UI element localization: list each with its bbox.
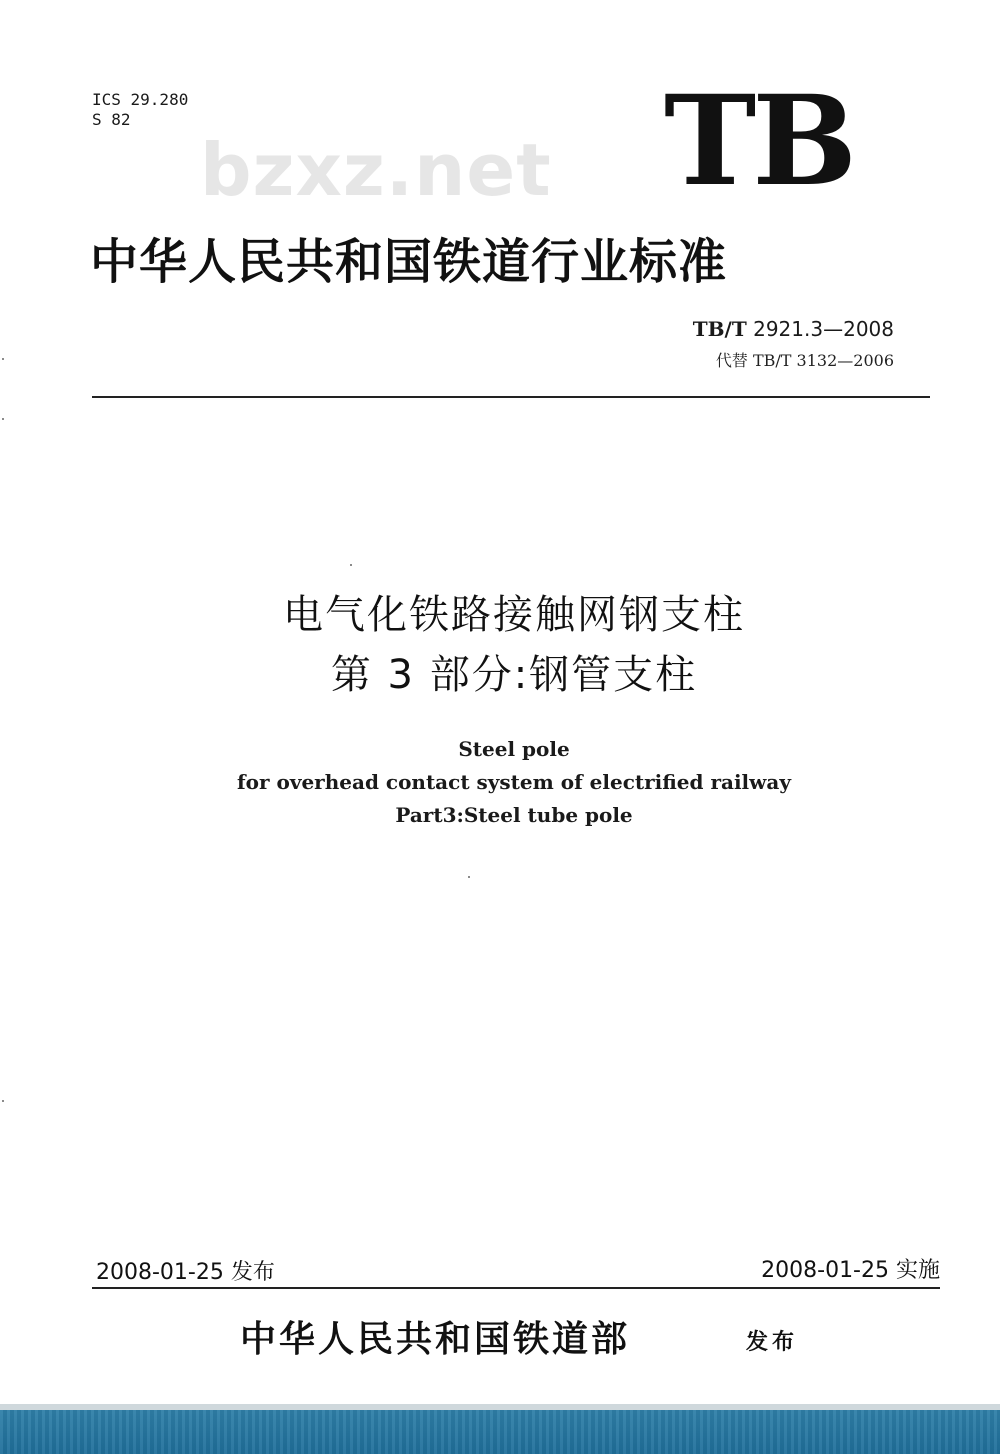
- standard-category-title: 中华人民共和国铁道行业标准: [90, 234, 728, 290]
- replaces-standard: 代替 TB/T 3132—2006: [715, 351, 894, 370]
- classification-codes: [92, 90, 188, 130]
- english-title-line-2: for overhead contact system of electrified railway: [237, 770, 791, 794]
- chinese-title-line-1: 电气化铁路接触网钢支柱: [283, 592, 745, 638]
- top-divider: [92, 396, 930, 398]
- standard-number: [693, 316, 894, 342]
- ccs-code: S 82: [92, 110, 131, 129]
- publisher-name: 中华人民共和国铁道部: [240, 1319, 631, 1360]
- standard-code: 2921.3—2008: [746, 317, 894, 341]
- scan-speck: [350, 564, 352, 566]
- ics-code: ICS 29.280: [92, 90, 189, 109]
- bottom-bar-texture: [0, 1410, 1000, 1454]
- english-title-line-3: Part3:Steel tube pole: [395, 803, 633, 827]
- issue-date: 2008-01-25 发布: [96, 1260, 275, 1285]
- scan-speck: [2, 1100, 4, 1102]
- viewer-bottom-bar: [0, 1404, 1000, 1454]
- watermark: bzxz.net: [200, 128, 552, 212]
- publisher-action: 发布: [746, 1330, 799, 1355]
- tb-logo: TB: [664, 69, 854, 214]
- standard-prefix: TB/T: [692, 317, 747, 341]
- scan-speck: [468, 876, 470, 878]
- chinese-title-line-2: 第 3 部分:钢管支柱: [330, 652, 698, 698]
- scan-speck: [2, 418, 4, 420]
- scan-speck: [2, 358, 4, 360]
- bottom-divider: [92, 1287, 940, 1289]
- english-title-line-1: Steel pole: [458, 737, 570, 761]
- implementation-date: 2008-01-25 实施: [761, 1258, 940, 1283]
